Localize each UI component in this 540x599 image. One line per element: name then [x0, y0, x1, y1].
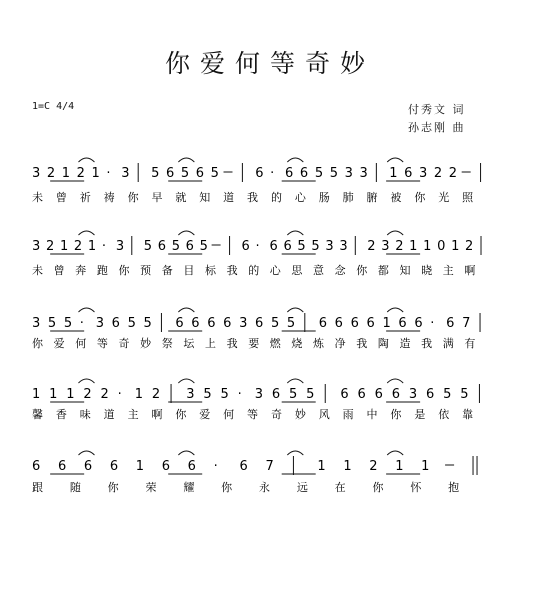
note: 3 — [186, 387, 195, 402]
lyric-char: 依 — [438, 408, 450, 421]
note: 2 — [151, 387, 161, 402]
tie-slur — [387, 231, 403, 235]
lyric-char: 净 — [334, 337, 346, 350]
note: 6 — [398, 316, 407, 331]
note: 3 — [115, 239, 125, 254]
note: 3 — [325, 239, 334, 254]
lyric-char: 晓 — [421, 264, 433, 277]
lyric-char: 肠 — [318, 191, 330, 204]
note: 7 — [265, 459, 274, 474]
note: 2 — [76, 166, 85, 181]
lyric-char: 在 — [334, 481, 346, 494]
lyric-char: 随 — [69, 481, 81, 494]
lyric-char: 远 — [296, 481, 308, 494]
lyric-char: 抱 — [448, 481, 460, 494]
note: 1 — [389, 166, 398, 181]
note: 6 — [255, 316, 264, 331]
note: 6 — [157, 239, 167, 254]
note: 6 — [374, 387, 383, 402]
lyric-char: 跑 — [96, 264, 108, 277]
lyric-char: 早 — [151, 191, 163, 204]
note: 2 — [367, 239, 376, 254]
lyric-char: 祷 — [103, 191, 115, 204]
note: 1 — [61, 166, 71, 181]
note: 3 — [32, 316, 41, 331]
note: 5 — [171, 239, 180, 254]
lyric-char: 目 — [183, 264, 195, 277]
note: 6 — [187, 459, 196, 474]
lyrics-line — [32, 190, 474, 204]
tie-slur — [387, 379, 403, 383]
note: 3 — [239, 316, 248, 331]
note: 2 — [369, 459, 378, 474]
lyrics-line — [32, 407, 473, 421]
lyric-char: 道 — [223, 191, 235, 204]
lyric-char: 预 — [140, 264, 152, 277]
note: 5 — [210, 166, 219, 181]
note: 6 — [111, 316, 120, 331]
note: 6 — [185, 239, 194, 254]
tie-slur — [287, 231, 303, 235]
tie-slur — [78, 231, 94, 235]
note: 6 — [446, 316, 455, 331]
lyric-char: 你 — [32, 337, 43, 350]
note: 3 — [254, 387, 263, 402]
lyric-char: 祈 — [79, 191, 91, 204]
lyric-char: 光 — [438, 191, 450, 204]
lyric-char: 曾 — [55, 191, 67, 204]
lyric-char: 爱 — [53, 337, 65, 350]
note: 6 — [285, 166, 294, 181]
lyric-char: 都 — [377, 264, 389, 277]
lyric-char: 知 — [199, 191, 211, 204]
lyric-char: 腑 — [366, 191, 378, 204]
lyric-char: 我 — [356, 337, 368, 350]
lyric-char: 你 — [107, 481, 119, 494]
composer-role: 曲 — [452, 121, 466, 134]
note: 6 — [318, 316, 328, 331]
note: 5 — [297, 239, 306, 254]
note: 5 — [143, 316, 152, 331]
note: 1 — [49, 387, 58, 402]
lyric-char: 备 — [161, 264, 173, 277]
tie-slur — [178, 158, 194, 162]
tie-slur — [387, 308, 403, 312]
tie-slur — [178, 451, 194, 455]
tie-slur — [78, 308, 94, 312]
note: 6 — [357, 387, 366, 402]
note: 5 — [329, 166, 338, 181]
lyric-char: 烧 — [291, 337, 303, 350]
note: 1 — [135, 459, 145, 474]
note: 6 — [366, 316, 375, 331]
note: 2 — [395, 239, 404, 254]
note: 3 — [32, 166, 41, 181]
note: 6 — [239, 459, 248, 474]
note: 5 — [47, 316, 57, 331]
note: 3 — [408, 387, 418, 402]
note: 1 — [66, 387, 75, 402]
note: 2 — [45, 239, 55, 254]
note: 5 — [460, 387, 469, 402]
lyric-char: 味 — [79, 408, 91, 421]
lyric-char: 意 — [313, 264, 325, 277]
note: 2 — [433, 166, 443, 181]
note: 6 — [175, 316, 184, 331]
lyric-char: 陶 — [377, 337, 389, 350]
lyric-char: 你 — [175, 408, 187, 421]
lyric-char: 永 — [259, 481, 270, 494]
note: 2 — [83, 387, 92, 402]
dot-mark: · — [270, 166, 275, 181]
note: 6 — [57, 459, 67, 474]
lyric-char: 未 — [32, 264, 43, 277]
note: 1 — [59, 239, 69, 254]
lyric-char: 爱 — [199, 408, 211, 421]
lyric-char: 你 — [390, 408, 402, 421]
lyric-char: 造 — [399, 337, 411, 350]
lyric-char: 你 — [372, 481, 384, 494]
note: 6 — [350, 316, 359, 331]
note: 5 — [127, 316, 136, 331]
tie-slur — [287, 158, 303, 162]
tie-slur — [287, 379, 303, 383]
note: 5 — [220, 387, 229, 402]
note: 3 — [344, 166, 353, 181]
note: 6 — [161, 459, 170, 474]
note: 5 — [314, 166, 324, 181]
lyric-char: 风 — [318, 408, 330, 421]
tie-slur — [387, 158, 403, 162]
note: 1 — [395, 459, 404, 474]
lyric-char: 你 — [221, 481, 233, 494]
tie-slur — [78, 158, 94, 162]
note: 5 — [199, 239, 208, 254]
note: 5 — [63, 316, 73, 331]
lyric-char: 曾 — [53, 264, 65, 277]
lyricist-role: 词 — [452, 103, 466, 116]
note: 6 — [391, 387, 401, 402]
lyric-char: 是 — [414, 408, 426, 421]
lyric-char: 念 — [334, 264, 346, 277]
note: 2 — [73, 239, 83, 254]
note: 6 — [340, 387, 349, 402]
lyric-char: 的 — [270, 191, 282, 204]
note: 1 — [343, 459, 352, 474]
lyric-char: 燃 — [269, 337, 281, 350]
note: 5 — [143, 239, 153, 254]
note: 5 — [306, 387, 315, 402]
dot-mark: · — [101, 239, 106, 254]
note: 2 — [448, 166, 458, 181]
lyric-char: 奇 — [270, 408, 282, 421]
lyric-char: 思 — [291, 264, 303, 277]
note: 3 — [95, 316, 105, 331]
note: 1 — [382, 316, 391, 331]
lyric-char: 未 — [32, 191, 43, 204]
lyric-char: 等 — [247, 408, 259, 421]
tie-slur — [287, 451, 303, 455]
note: 6 — [299, 166, 309, 181]
lyric-char: 中 — [366, 408, 378, 421]
note: 2 — [465, 239, 474, 254]
note: 6 — [241, 239, 250, 254]
note: 5 — [443, 387, 452, 402]
note: 6 — [109, 459, 119, 474]
lyric-char: 你 — [414, 191, 426, 204]
note: 3 — [32, 239, 41, 254]
note: 1 — [134, 387, 144, 402]
note: 1 — [423, 239, 432, 254]
lyric-char: 的 — [248, 264, 260, 277]
lyric-char: 坛 — [183, 337, 195, 350]
lyric-char: 啊 — [151, 408, 163, 421]
lyric-char: 跟 — [32, 481, 43, 494]
note: 5 — [151, 166, 160, 181]
note: 6 — [426, 387, 435, 402]
page-title: 你爱何等奇妙 — [164, 49, 375, 78]
lyric-char: 耀 — [183, 481, 195, 494]
note: 1 — [91, 166, 100, 181]
lyric-char: 我 — [421, 337, 433, 350]
lyric-char: 妙 — [294, 408, 306, 421]
lyric-char: 香 — [55, 408, 67, 421]
tie-slur — [178, 379, 194, 383]
tie-slur — [287, 308, 303, 312]
lyric-char: 主 — [442, 264, 454, 277]
lyric-char: 炼 — [313, 337, 325, 350]
lyricist-name: 付秀文 — [408, 103, 447, 116]
note: 6 — [334, 316, 343, 331]
note: 6 — [195, 166, 205, 181]
lyric-char: 馨 — [32, 408, 43, 421]
note: 1 — [451, 239, 460, 254]
lyric-char: 等 — [96, 337, 108, 350]
lyric-char: 妙 — [140, 337, 152, 350]
lyric-char: 知 — [399, 264, 411, 277]
lyric-char: 你 — [118, 264, 130, 277]
dot-mark: · — [106, 166, 111, 181]
note: 6 — [414, 316, 423, 331]
tie-slur — [387, 451, 403, 455]
lyric-char: 你 — [127, 191, 139, 204]
note: 1 — [317, 459, 326, 474]
note: 1 — [87, 239, 97, 254]
tie-slur — [78, 451, 94, 455]
lyric-char: 我 — [247, 191, 259, 204]
lyric-char: 有 — [464, 337, 476, 350]
lyric-char: 我 — [226, 337, 238, 350]
lyric-char: 满 — [442, 337, 454, 350]
lyric-char: 要 — [248, 337, 260, 350]
note: 3 — [419, 166, 428, 181]
tie-slur — [78, 379, 94, 383]
lyric-char: 心 — [294, 191, 306, 204]
dot-mark: · — [430, 316, 435, 331]
lyric-char: 道 — [103, 408, 115, 421]
note: 2 — [100, 387, 109, 402]
lyric-char: 肺 — [342, 191, 354, 204]
note: 6 — [269, 239, 278, 254]
note: 1 — [421, 459, 430, 474]
lyric-char: 雨 — [342, 408, 354, 421]
note: 6 — [404, 166, 413, 181]
note: 5 — [180, 166, 190, 181]
dot-mark: · — [213, 459, 218, 474]
note: 5 — [288, 387, 298, 402]
note: 6 — [283, 239, 292, 254]
note: 0 — [437, 239, 446, 254]
lyric-char: 标 — [204, 264, 216, 277]
lyric-char: 啊 — [464, 264, 476, 277]
lyric-char: 奔 — [75, 264, 87, 277]
note: 5 — [311, 239, 320, 254]
note: 6 — [255, 166, 264, 181]
note: 5 — [286, 316, 296, 331]
note: 3 — [339, 239, 348, 254]
lyric-char: 荣 — [145, 481, 157, 494]
dot-mark: · — [79, 316, 84, 331]
tie-slur — [178, 231, 194, 235]
lyric-char: 照 — [462, 191, 474, 204]
lyric-char: 靠 — [462, 408, 474, 421]
lyric-char: 被 — [390, 191, 402, 204]
note: 7 — [462, 316, 471, 331]
lyric-char: 你 — [356, 264, 368, 277]
note: 3 — [359, 166, 368, 181]
note: 5 — [270, 316, 280, 331]
dot-mark: · — [117, 387, 122, 402]
note: 6 — [165, 166, 175, 181]
key-signature: 1=C 4/4 — [32, 101, 75, 112]
note: 2 — [46, 166, 56, 181]
note: 1 — [409, 239, 418, 254]
lyric-char: 怀 — [410, 481, 422, 494]
note: 6 — [191, 316, 200, 331]
dot-mark: · — [255, 239, 260, 254]
note: 6 — [32, 459, 41, 474]
note: 6 — [271, 387, 281, 402]
lyric-char: 心 — [269, 264, 281, 277]
note: 6 — [83, 459, 93, 474]
note: 6 — [223, 316, 232, 331]
lyric-char: 奇 — [118, 337, 130, 350]
lyric-char: 祭 — [161, 337, 173, 350]
note: 5 — [203, 387, 212, 402]
note: 6 — [207, 316, 216, 331]
lyric-char: 何 — [75, 337, 87, 350]
lyric-char: 上 — [204, 337, 216, 350]
lyric-char: 主 — [127, 408, 139, 421]
note: 1 — [32, 387, 41, 402]
tie-slur — [178, 308, 194, 312]
note: 3 — [121, 166, 130, 181]
lyrics-line — [32, 336, 475, 350]
note: 3 — [381, 239, 390, 254]
lyric-char: 我 — [226, 264, 238, 277]
dot-mark: · — [237, 387, 242, 402]
lyrics-line — [32, 480, 459, 494]
composer-name: 孙志刚 — [408, 121, 447, 134]
lyric-char: 就 — [175, 191, 187, 204]
lyric-char: 何 — [223, 408, 235, 421]
lyrics-line — [32, 263, 475, 277]
